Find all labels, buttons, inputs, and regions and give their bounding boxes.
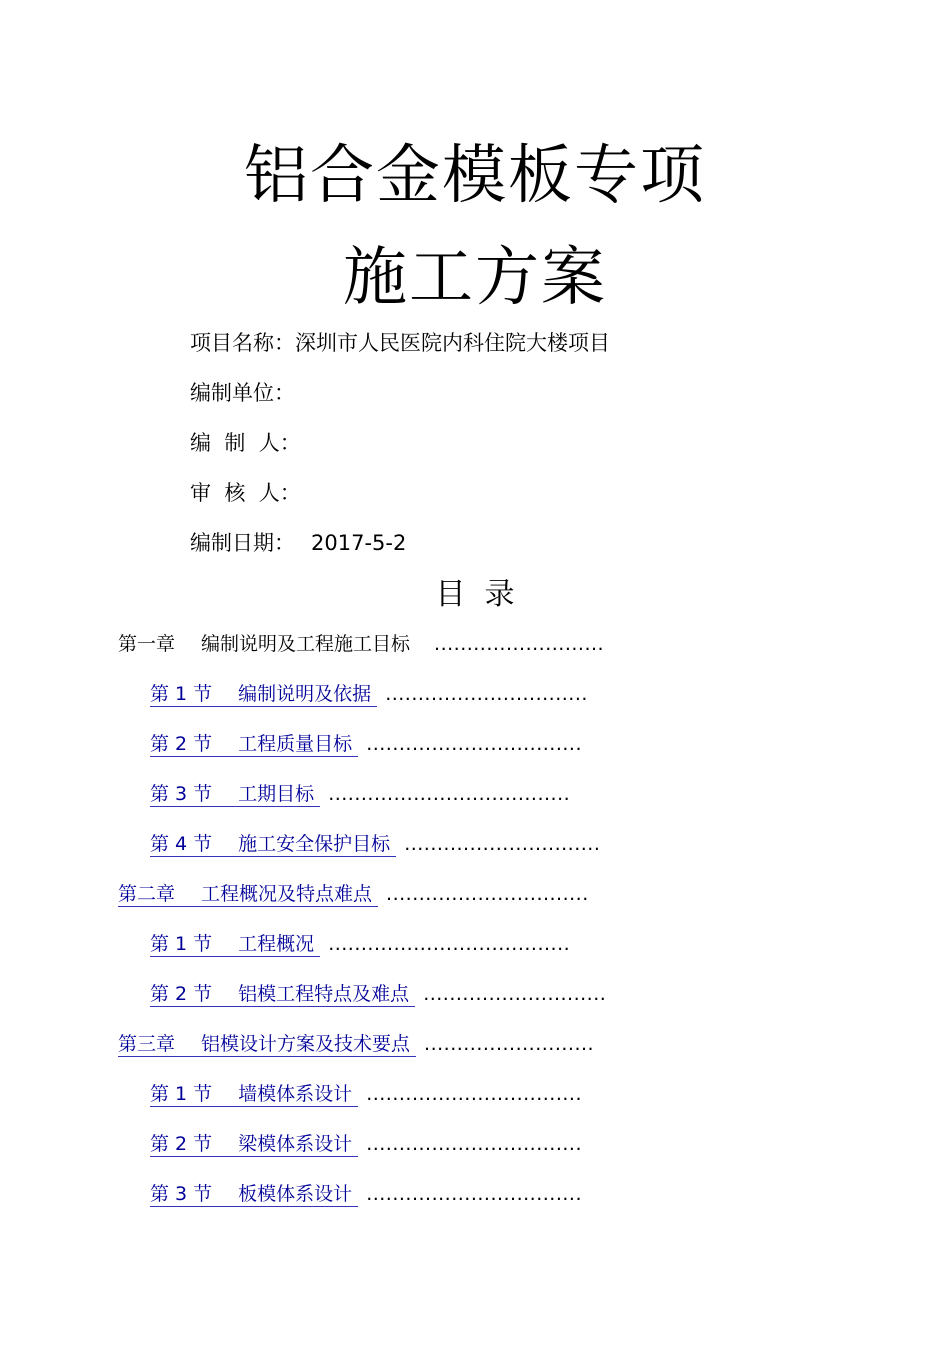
- toc-entry-link[interactable]: [118, 882, 378, 907]
- toc-entry-number: 第 4 节: [150, 833, 213, 855]
- toc-entry-number: 第 1 节: [150, 933, 213, 955]
- toc-leader-dots: .................................: [366, 733, 582, 755]
- toc-leader-dots: .................................: [366, 1083, 582, 1105]
- info-label: 项目名称：: [190, 331, 295, 355]
- toc-section-1-3[interactable]: [150, 782, 570, 807]
- info-label: 编制单位：: [190, 381, 295, 405]
- toc-leader-dots: ..........................: [434, 633, 605, 655]
- toc-entry-number: 第一章: [118, 633, 176, 655]
- toc-entry-number: 第 3 节: [150, 783, 213, 805]
- toc-entry-link[interactable]: [150, 832, 396, 857]
- toc-section-1-2[interactable]: [150, 732, 582, 757]
- toc-entry-text: 工程质量目标: [238, 733, 353, 755]
- toc-entry-link[interactable]: [150, 1132, 358, 1157]
- toc-entry-number: 第 1 节: [150, 683, 213, 705]
- toc-section-2-2[interactable]: [150, 982, 606, 1007]
- info-compiler: [190, 430, 301, 456]
- document-title-line-1: 铝合金模板专项: [244, 139, 706, 213]
- toc-section-3-2[interactable]: [150, 1132, 582, 1157]
- toc-section-3-1[interactable]: [150, 1082, 582, 1107]
- toc-chapter-1: [118, 632, 604, 656]
- toc-leader-dots: ............................: [423, 983, 607, 1005]
- toc-entry-number: 第二章: [118, 883, 176, 905]
- toc-entry-number: 第 2 节: [150, 983, 213, 1005]
- toc-section-2-1[interactable]: [150, 932, 570, 957]
- toc-entry-link[interactable]: [150, 932, 320, 957]
- info-project-name: [190, 330, 610, 356]
- toc-leader-dots: .................................: [366, 1133, 582, 1155]
- info-label: 编制日期：: [190, 531, 295, 555]
- info-value: 2017-5-2: [311, 531, 407, 555]
- toc-leader-dots: .....................................: [328, 783, 571, 805]
- toc-entry-text: 编制说明及工程施工目标: [201, 633, 411, 655]
- toc-leader-dots: ..............................: [404, 833, 601, 855]
- toc-entry-text: 铝模设计方案及技术要点: [201, 1033, 411, 1055]
- info-reviewer: [190, 480, 301, 506]
- toc-chapter-3[interactable]: [118, 1032, 594, 1057]
- toc-entry-number: 第 2 节: [150, 1133, 213, 1155]
- toc-entry-link[interactable]: [150, 1182, 358, 1207]
- document-title-line-2: 施工方案: [343, 241, 607, 315]
- info-compile-date: [190, 530, 406, 556]
- toc-leader-dots: .....................................: [328, 933, 571, 955]
- toc-entry-link[interactable]: [150, 782, 320, 807]
- toc-entry-link: [118, 632, 426, 656]
- toc-entry-text: 工期目标: [238, 783, 315, 805]
- toc-leader-dots: ..........................: [424, 1033, 595, 1055]
- toc-entry-text: 工程概况: [238, 933, 315, 955]
- toc-entry-number: 第 2 节: [150, 733, 213, 755]
- info-label: 编 制 人：: [190, 431, 301, 455]
- toc-entry-text: 板模体系设计: [238, 1183, 353, 1205]
- toc-entry-text: 铝模工程特点及难点: [238, 983, 410, 1005]
- toc-entry-link[interactable]: [150, 732, 358, 757]
- toc-chapter-2[interactable]: [118, 882, 589, 907]
- toc-section-3-3[interactable]: [150, 1182, 582, 1207]
- toc-entry-number: 第三章: [118, 1033, 176, 1055]
- info-value: 深圳市人民医院内科住院大楼项目: [295, 331, 610, 355]
- toc-entry-text: 墙模体系设计: [238, 1083, 353, 1105]
- toc-leader-dots: ...............................: [386, 883, 589, 905]
- toc-entry-text: 工程概况及特点难点: [201, 883, 373, 905]
- toc-section-1-4[interactable]: [150, 832, 600, 857]
- toc-section-1-1[interactable]: [150, 682, 588, 707]
- toc-entry-text: 编制说明及依据: [238, 683, 372, 705]
- toc-leader-dots: ...............................: [385, 683, 588, 705]
- toc-heading: 目 录: [435, 577, 515, 612]
- toc-entry-link[interactable]: [150, 682, 377, 707]
- toc-entry-text: 梁模体系设计: [238, 1133, 353, 1155]
- info-compiling-unit: [190, 380, 295, 406]
- toc-entry-link[interactable]: [150, 982, 415, 1007]
- info-label: 审 核 人：: [190, 481, 301, 505]
- toc-entry-link[interactable]: [118, 1032, 416, 1057]
- toc-entry-number: 第 3 节: [150, 1183, 213, 1205]
- toc-entry-text: 施工安全保护目标: [238, 833, 391, 855]
- toc-leader-dots: .................................: [366, 1183, 582, 1205]
- toc-entry-link[interactable]: [150, 1082, 358, 1107]
- toc-entry-number: 第 1 节: [150, 1083, 213, 1105]
